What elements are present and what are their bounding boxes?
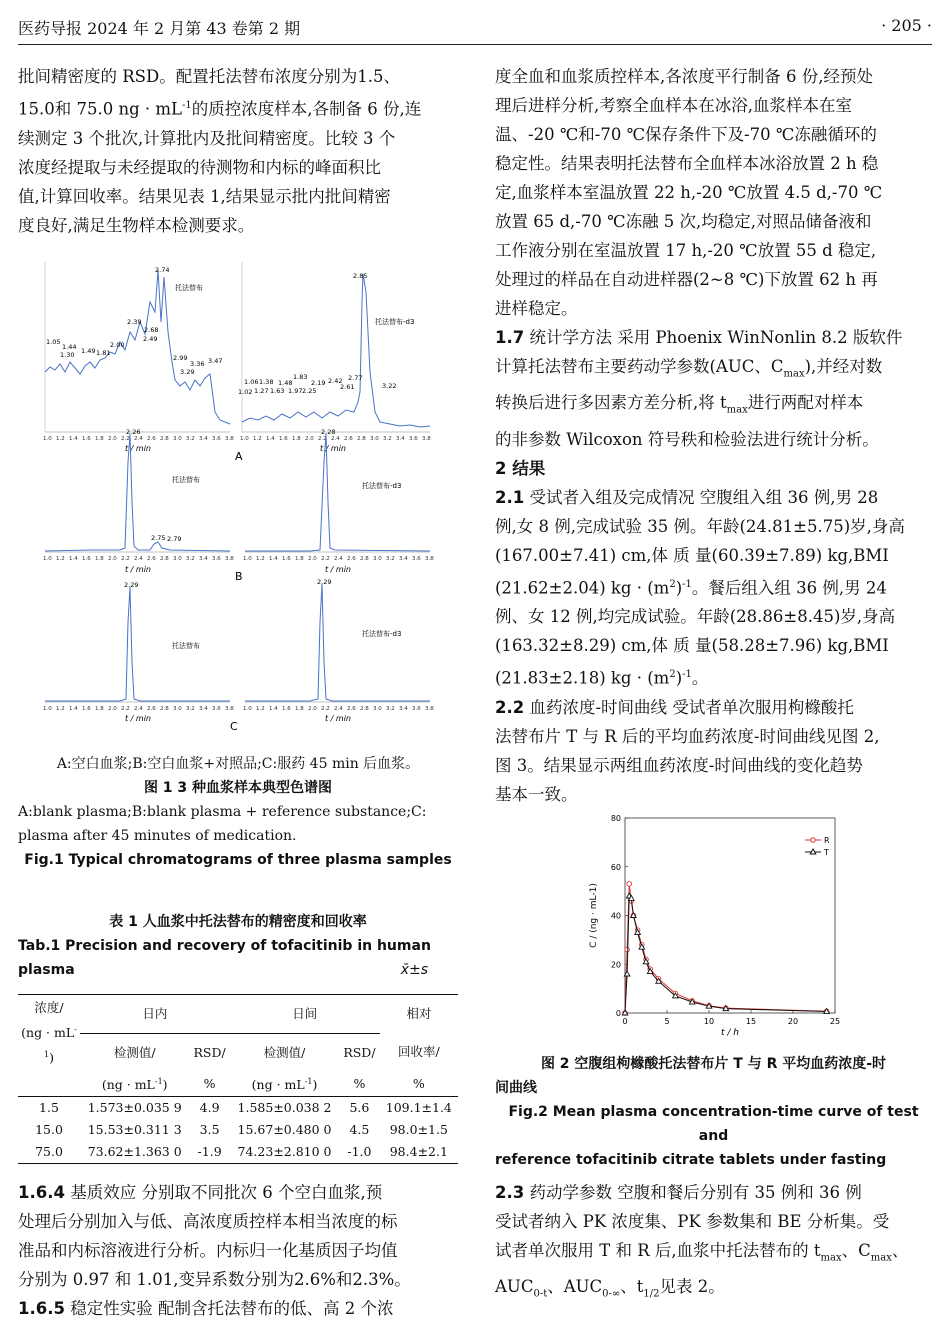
svg-text:3.22: 3.22 [382,382,397,390]
svg-text:2.2: 2.2 [121,706,130,712]
figure-1-title-en: Fig.1 Typical chromatograms of three plasma samples [24,852,452,868]
svg-text:2.29: 2.29 [317,578,332,586]
svg-text:1.81: 1.81 [96,349,111,357]
x-tick-label: 25 [829,1017,841,1026]
figure-2-chart [580,808,860,1040]
svg-text:2.8: 2.8 [160,556,169,562]
svg-text:1.63: 1.63 [270,387,285,395]
figure-1-legend-cn: A:空白血浆;B:空白血浆+对照品;C:服药 45 min 后血浆。 [56,756,420,772]
svg-text:1.2: 1.2 [256,556,265,562]
svg-text:1.6: 1.6 [279,436,288,442]
header-rule [18,44,932,45]
table-1-caption: 表 1 人血浆中托法替布的精密度和回收率 Tab.1 Precision and recovery of tofacitinib in human plasma x̄±s [18,910,458,982]
svg-text:3.8: 3.8 [422,436,431,442]
svg-text:2.6: 2.6 [147,706,156,712]
svg-text:2.6: 2.6 [347,556,356,562]
svg-text:1.2: 1.2 [256,706,265,712]
svg-text:3.8: 3.8 [425,706,434,712]
svg-text:1.2: 1.2 [56,706,65,712]
svg-text:1.44: 1.44 [62,343,77,351]
section-title: 药动学参数 [529,1183,612,1202]
svg-text:1.6: 1.6 [282,706,291,712]
svg-text:2.49: 2.49 [143,335,158,343]
table-1-title-cn: 表 1 人血浆中托法替布的精密度和回收率 [109,914,367,930]
svg-text:1.6: 1.6 [282,556,291,562]
svg-text:3.2: 3.2 [383,436,392,442]
svg-text:t / min: t / min [125,714,152,723]
svg-text:2.2: 2.2 [121,436,130,442]
svg-text:2.29: 2.29 [124,581,139,589]
svg-text:2.4: 2.4 [134,436,143,442]
svg-text:2.4: 2.4 [334,706,343,712]
figure-1-chromatograms [30,262,450,732]
svg-text:3.8: 3.8 [225,706,234,712]
section-1-6-4: 1.6.4 基质效应 分别取不同批次 6 个空白血浆,预 处理后分别加入与低、高浓度质控样本相当浓度的标 准品和内标溶液进行分析。内标归一化基质因子均值 分别为 0.97 和 1.01,变异系数分别为2.6%和2.3%。 1.6.5 稳定性实验 配制含托法替布的低、高 2 个浓 [18,1183,411,1318]
legend-label-R: R [824,836,830,845]
panel-label-C: C [230,720,238,732]
svg-text:3.6: 3.6 [212,706,221,712]
svg-text:2.0: 2.0 [108,706,117,712]
svg-text:1.4: 1.4 [266,436,275,442]
x-tick-label: 0 [622,1017,628,1026]
svg-text:2.6: 2.6 [147,556,156,562]
section-title: 基质效应 [70,1183,137,1202]
svg-text:1.2: 1.2 [56,436,65,442]
page-number: · 205 · [881,16,932,35]
y-tick-label: 0 [615,1009,621,1018]
svg-text:1.49: 1.49 [81,347,96,355]
svg-text:2.0: 2.0 [108,556,117,562]
svg-text:1.0: 1.0 [43,556,52,562]
svg-text:2.8: 2.8 [160,436,169,442]
svg-text:2.2: 2.2 [318,436,327,442]
x-tick-label: 20 [787,1017,799,1026]
svg-text:1.4: 1.4 [269,556,278,562]
section-2-3: 2.3 药动学参数 空腹和餐后分别有 35 例和 36 例 受试者纳入 PK 浓度集、PK 参数集和 BE 分析集。受 试者单次服用 T 和 R 后,血浆中托法替布的 $t_{max}$、$C_{max}$、 $AUC_{0-t}$、$AUC_{0-\infty}$、$t_{1/2}$见表 2。 [495,1183,909,1300]
svg-text:1.27: 1.27 [254,387,269,395]
svg-text:3.4: 3.4 [399,706,408,712]
svg-text:2.42: 2.42 [328,377,343,385]
svg-text:3.4: 3.4 [199,706,208,712]
legend-marker-T [810,849,816,854]
x-axis-label: t / h [721,1028,739,1038]
panel-label-A: A [235,450,243,463]
y-axis-label: C / (ng · mL-1) [589,883,599,948]
chromatogram-C-d3 [243,578,434,723]
chromatogram-A-tofacitinib [43,262,234,453]
figure-1-legend-en: A:blank plasma;B:blank plasma + reference substance;C: [18,804,427,820]
svg-text:2.61: 2.61 [340,383,355,391]
svg-text:3.2: 3.2 [386,706,395,712]
svg-text:1.4: 1.4 [69,706,78,712]
data-point-R [625,947,630,952]
y-tick-label: 80 [610,814,621,823]
chromatogram-C-tofacitinib [43,581,234,723]
svg-text:2.2: 2.2 [321,706,330,712]
table-1: 浓度/ $(ng \cdot mL^{-1})$ 日内 日间 相对 检测值/ RSD/ 检测值/ RSD/ 回收率/ $(ng \cdot mL^{-1})$ % $(ng \cdot mL^{-1})$ % % 1.5 1.573±0.035 9 4.9 1.585±0.038 2 5.6 109.1±1.4 15.0 15.53±0.311 3 3.5 15.67±0.480 0 4.5 98.0±1.5 75.0 73.62±1.363 0 -1.9 74.23±2.810 0 -1.0 98.4±2.1 [18,994,458,1164]
right-paragraph-1: 度全血和血浆质控样本,各浓度平行制备 6 份,经预处 理后进样分析,考察全血样本在冰浴,血浆样本在室 温、-20 ℃和-70 ℃保存条件下及-70 ℃冻融循环的 稳定性。结果表明托法替布全血样本冰浴放置 2 h 稳 定,血浆样本室温放置 22 h,-20 ℃放置 4.5 d,-70 ℃ 放置 65 d,-70 ℃冻融 5 次,均稳定,对照品储备液和 工作液分别在室温放置 17 h,-20 ℃放置 55 d 稳定, 处理过的样品在自动进样器(2~8 ℃)下放置 62 h 再 进样稳定。 1.7 统计学方法 采用 Phoenix WinNonlin 8.2 版软件 计算托法替布主要药动学参数(AUC、$C_{max}$),并经对数 转换后进行多因素方差分析,将 $t_{max}$进行两配对样本 的非参数 Wilcoxon 符号秩和检验法进行统计分析。 2 结果 2.1 受试者入组及完成情况 空腹组入组 36 例,男 28 例,女 8 例,完成试验 35 例。年龄(24.81±5.75)岁,身高 (167.00±7.41) cm,体 质 量(60.39±7.89) kg,BMI (21.62±2.04) kg · $(m^2)^{-1}$。餐后组入组 36 例,男 24 例、女 12 例,均完成试验。年龄(28.86±8.45)岁,身高 (163.32±8.29) cm,体 质 量(58.28±7.96) kg,BMI (21.83±2.18) kg · $(m^2)^{-1}$。 2.2 血药浓度-时间曲线 受试者单次服用枸橼酸托 法替布片 T 与 R 后的平均血药浓度-时间曲线见图 2, 图 3。结果显示两组血药浓度-时间曲线的变化趋势 基本一致。 [495,67,905,804]
svg-text:1.0: 1.0 [240,436,249,442]
svg-text:托法替布: 托法替布 [172,642,200,650]
svg-text:3.4: 3.4 [396,436,405,442]
figure-2-title-cn: 图 2 空腹组枸橼酸托法替布片 T 与 R 平均血药浓度-时 [540,1056,887,1072]
svg-text:2.99: 2.99 [173,354,188,362]
svg-text:2.85: 2.85 [353,272,368,280]
left-paragraph-1: 批间精密度的 RSD。配置托法替布浓度分别为1.5、 15.0和 75.0 ng · $mL^{-1}$的质控浓度样本,各制备 6 份,连 续测定 3 个批次,计算批内及批间精密度。比较 3 个 浓度经提取与未经提取的待测物和内标的峰面积比 值,计算回收率。结果见表 1,结果显示批内批间精密 度良好,满足生物样本检测要求。 [18,67,422,235]
chromatogram-A-d3 [238,262,431,453]
svg-text:2.77: 2.77 [348,374,363,382]
svg-text:1.8: 1.8 [292,436,301,442]
svg-text:2.00: 2.00 [110,341,125,349]
x-tick-label: 10 [703,1017,715,1026]
svg-text:2.8: 2.8 [360,706,369,712]
svg-text:2.6: 2.6 [347,706,356,712]
svg-text:1.0: 1.0 [43,706,52,712]
panel-label-B: B [235,570,243,583]
svg-text:2.6: 2.6 [147,436,156,442]
table-1-unit: x̄±s [400,962,428,978]
svg-text:3.6: 3.6 [412,556,421,562]
y-tick-label: 20 [610,960,621,970]
svg-text:t / min: t / min [125,565,152,574]
x-tick-label: 5 [664,1017,670,1026]
svg-text:1.4: 1.4 [269,706,278,712]
svg-text:t / min: t / min [125,444,152,453]
svg-text:1.02: 1.02 [238,388,253,396]
series-line-R [625,884,827,1013]
table-row: 1.5 1.573±0.035 9 4.9 1.585±0.038 2 5.6 109.1±1.4 [39,1100,452,1116]
svg-text:2.8: 2.8 [357,436,366,442]
x-tick-label: 15 [745,1017,757,1026]
svg-text:托法替布-d3: 托法替布-d3 [362,630,402,638]
svg-text:3.2: 3.2 [186,436,195,442]
table-row: 75.0 73.62±1.363 0 -1.9 74.23±2.810 0 -1.0 98.4±2.1 [18,1141,458,1164]
svg-text:3.8: 3.8 [425,556,434,562]
svg-text:3.8: 3.8 [225,436,234,442]
svg-text:2.39: 2.39 [127,318,142,326]
svg-text:1.8: 1.8 [95,436,104,442]
svg-text:2.26: 2.26 [126,428,141,436]
svg-text:2.25: 2.25 [302,387,317,395]
svg-text:1.4: 1.4 [69,436,78,442]
section-title: 血药浓度-时间曲线 [529,697,668,717]
svg-text:2.0: 2.0 [108,436,117,442]
svg-text:1.0: 1.0 [43,436,52,442]
svg-text:1.2: 1.2 [253,436,262,442]
journal-info: 医药导报 2024 年 2 月第 43 卷第 2 期 [18,19,301,38]
svg-text:2.2: 2.2 [321,556,330,562]
svg-text:3.2: 3.2 [186,556,195,562]
svg-text:t / min: t / min [320,444,347,453]
svg-text:1.4: 1.4 [69,556,78,562]
svg-text:t / min: t / min [325,714,352,723]
legend-marker-R [811,838,816,843]
svg-text:1.8: 1.8 [95,706,104,712]
svg-text:托法替布: 托法替布 [175,284,203,292]
svg-text:2.75: 2.75 [151,534,166,542]
svg-text:托法替布: 托法替布 [172,476,200,484]
svg-text:2.4: 2.4 [134,706,143,712]
svg-text:3.4: 3.4 [199,436,208,442]
svg-text:3.8: 3.8 [225,556,234,562]
svg-text:3.4: 3.4 [199,556,208,562]
svg-text:1.48: 1.48 [278,379,293,387]
svg-text:1.6: 1.6 [82,706,91,712]
page-header [18,16,932,46]
svg-text:3.6: 3.6 [409,436,418,442]
svg-text:2.2: 2.2 [121,556,130,562]
svg-text:3.29: 3.29 [180,368,195,376]
svg-text:3.0: 3.0 [373,706,382,712]
svg-text:3.36: 3.36 [190,360,205,368]
table-row: 15.0 15.53±0.311 3 3.5 15.67±0.480 0 4.5 98.0±1.5 [35,1122,448,1138]
svg-text:1.8: 1.8 [295,556,304,562]
data-point-R [627,882,632,887]
section-title: 稳定性实验 [70,1299,153,1318]
section-title: 受试者入组及完成情况 [529,487,695,507]
svg-text:1.0: 1.0 [243,706,252,712]
svg-text:1.06: 1.06 [244,378,259,386]
table-1-title-en: Tab.1 Precision and recovery of tofacitinib in human [18,938,431,954]
svg-text:3.0: 3.0 [173,706,182,712]
figure-1-title-cn: 图 1 3 种血浆样本典型色谱图 [143,780,333,796]
svg-text:1.30: 1.30 [60,351,75,359]
section-title: 结果 [512,458,546,478]
svg-text:3.6: 3.6 [212,556,221,562]
svg-text:3.4: 3.4 [399,556,408,562]
svg-text:2.6: 2.6 [344,436,353,442]
svg-text:2.74: 2.74 [155,266,170,274]
series-line-T [625,896,827,1013]
svg-text:1.05: 1.05 [46,338,61,346]
svg-text:2.4: 2.4 [134,556,143,562]
legend-label-T: T [824,848,829,857]
svg-text:2.4: 2.4 [331,436,340,442]
svg-text:2.79: 2.79 [167,535,182,543]
svg-text:1.8: 1.8 [95,556,104,562]
y-tick-label: 40 [610,911,621,921]
y-tick-label: 60 [610,862,621,872]
svg-text:2.8: 2.8 [360,556,369,562]
svg-text:3.6: 3.6 [412,706,421,712]
svg-text:3.0: 3.0 [173,436,182,442]
svg-text:3.0: 3.0 [370,436,379,442]
svg-text:2.4: 2.4 [334,556,343,562]
svg-text:1.0: 1.0 [243,556,252,562]
svg-text:3.6: 3.6 [212,436,221,442]
svg-text:2.0: 2.0 [308,706,317,712]
figure-2-title-en: Fig.2 Mean plasma concentration-time curve of test and [508,1104,919,1144]
svg-text:1.97: 1.97 [288,387,303,395]
svg-text:3.0: 3.0 [173,556,182,562]
svg-text:1.6: 1.6 [82,556,91,562]
svg-text:1.2: 1.2 [56,556,65,562]
svg-text:3.2: 3.2 [186,706,195,712]
figure-2-caption: 图 2 空腹组枸橼酸托法替布片 T 与 R 平均血药浓度-时 间曲线 Fig.2 Mean plasma concentration-time curve of test and reference tofacitinib citrate tablets under fasting [495,1052,932,1172]
svg-text:2.68: 2.68 [144,326,159,334]
svg-text:1.6: 1.6 [82,436,91,442]
section-title: 统计学方法 [529,328,612,347]
svg-text:3.2: 3.2 [386,556,395,562]
svg-text:2.0: 2.0 [308,556,317,562]
svg-text:2.0: 2.0 [305,436,314,442]
svg-text:1.8: 1.8 [295,706,304,712]
svg-text:1.83: 1.83 [293,373,308,381]
svg-text:1.38: 1.38 [259,378,274,386]
figure-1-caption: A:空白血浆;B:空白血浆+对照品;C:服药 45 min 后血浆。 图 1 3 种血浆样本典型色谱图 A:blank plasma;B:blank plasma + reference substance;C: plasma after 45 minutes of medication. Fig.1 Typical chromatograms of three plasma samples [18,752,458,872]
svg-text:2.28: 2.28 [321,428,336,436]
svg-text:托法替布-d3: 托法替布-d3 [362,482,402,490]
svg-text:2.8: 2.8 [160,706,169,712]
svg-text:3.47: 3.47 [208,357,223,365]
svg-text:t / min: t / min [325,565,352,574]
svg-text:托法替布-d3: 托法替布-d3 [375,318,415,326]
svg-text:2.19: 2.19 [311,379,326,387]
svg-text:3.0: 3.0 [373,556,382,562]
